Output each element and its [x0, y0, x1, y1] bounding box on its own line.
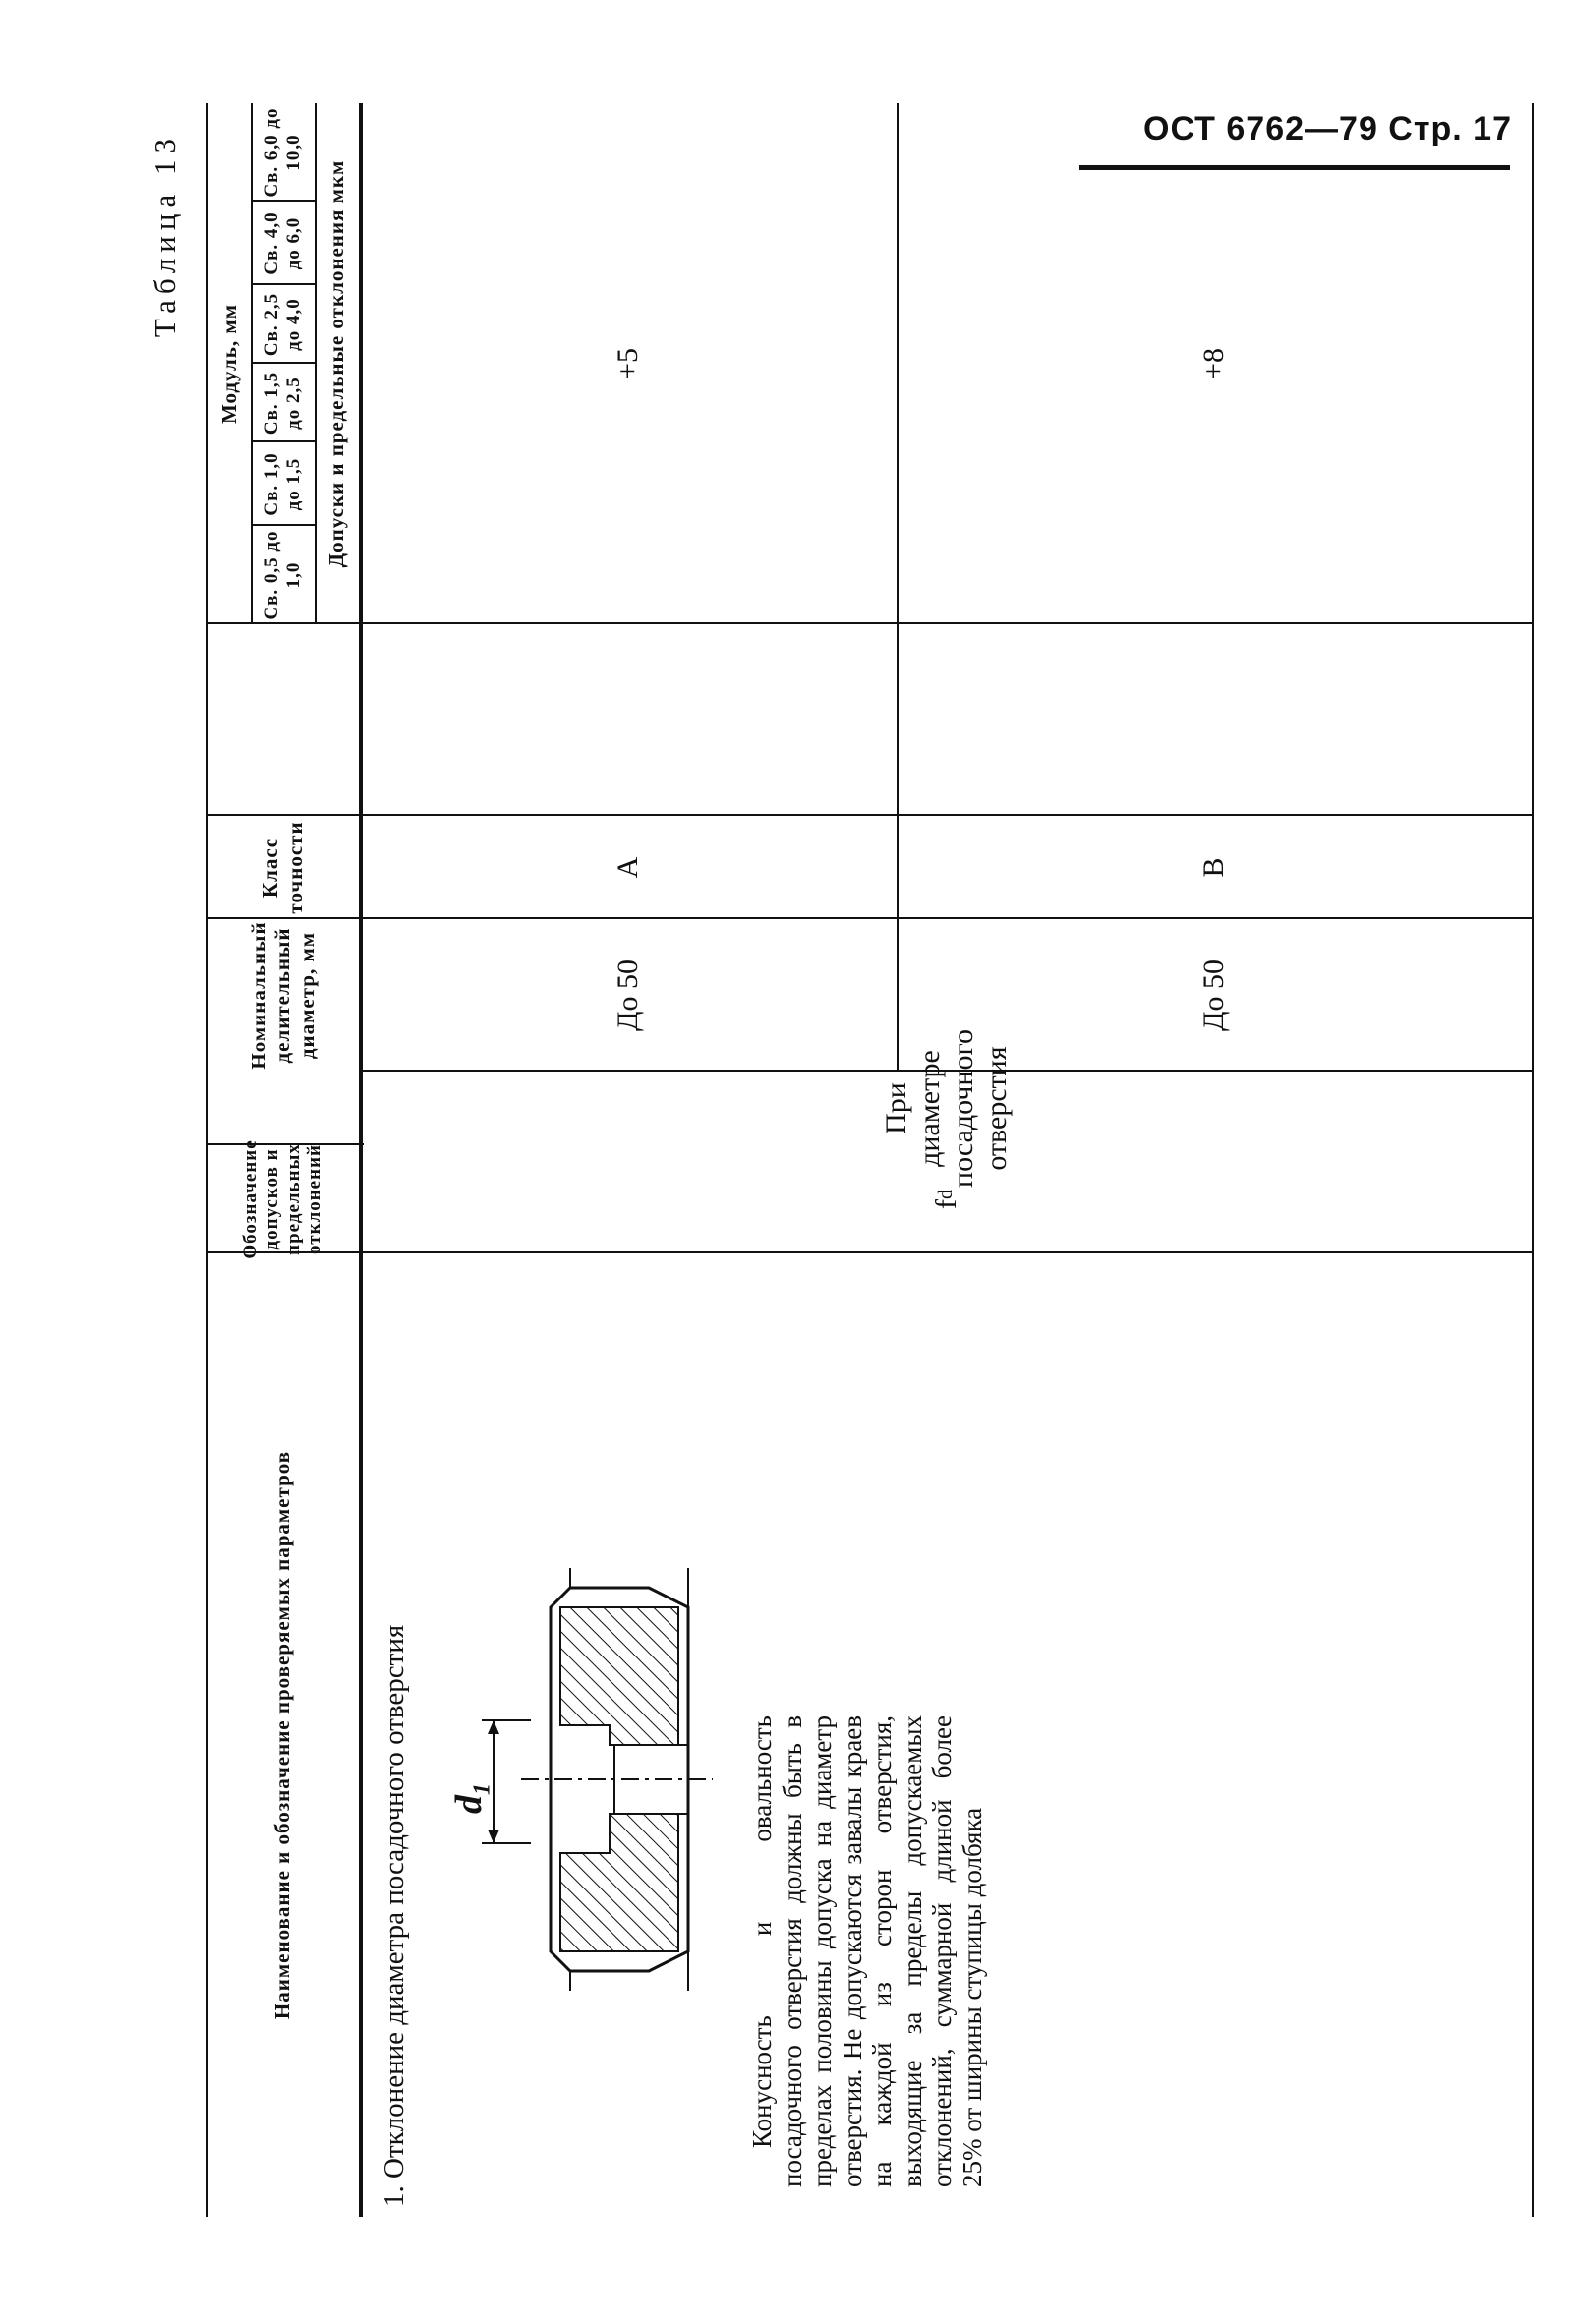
row-a-tolerance: +5: [611, 348, 644, 379]
header-param: Наименование и обозначение проверяемых параметров: [270, 1450, 295, 2020]
header-module: Модуль, мм: [217, 303, 242, 425]
module-range-5: Св. 4,0 до 6,0: [261, 211, 304, 275]
module-range-1: Св. 0,5 до 1,0: [261, 530, 304, 620]
rotated-table: [138, 103, 1534, 2217]
designation-main: f: [929, 1199, 962, 1209]
header-tolerances: Допуски и предельные отклонения мкм: [324, 159, 349, 568]
header-diameter: Номинальный делительный диаметр, мм: [247, 921, 319, 1070]
requirement-note: Конусность и овальность посадочного отверстия должны быть в пределах половины допуска на диаметр отверстия. Не допускаются завалы краев на каждой из сторон отверстия, выходящие за пределы допускаемых отклонений, суммарной длиной более 25% от ширины ступицы долбяка: [747, 1715, 987, 2187]
param-name: 1. Отклонение диаметра посадочного отверстия: [378, 1624, 410, 2207]
figure-dimension-label: [447, 1783, 496, 1814]
module-range-4: Св. 2,5 до 4,0: [261, 292, 304, 357]
row-b-tolerance: +8: [1197, 348, 1230, 379]
figure-label-letter: d: [448, 1795, 490, 1814]
page-header: ОСТ 6762—79 Стр. 17: [1143, 110, 1512, 147]
figure-label-subscript: 1: [469, 1783, 495, 1795]
module-range-2: Св. 1,0 до 1,5: [261, 452, 304, 516]
designation-subscript: d: [935, 1190, 957, 1199]
module-range-6: Св. 6,0 до 10,0: [261, 107, 304, 198]
row-a-class: А: [611, 856, 644, 879]
header-accuracy-class: Класс точности: [259, 821, 307, 914]
row-b-diameter: До 50: [1197, 959, 1230, 1031]
row-b-class: В: [1197, 857, 1230, 878]
row-a-diameter: До 50: [611, 959, 644, 1031]
bore-condition-note: При диаметре посадочного отверстия: [879, 1028, 1013, 1188]
header-designation: Обозначение допусков и предельных отклонений: [239, 1139, 325, 1259]
bore-drawing-figure: [452, 1568, 718, 1991]
table-title: Таблица 13: [147, 133, 182, 338]
module-range-3: Св. 1,5 до 2,5: [261, 371, 304, 436]
